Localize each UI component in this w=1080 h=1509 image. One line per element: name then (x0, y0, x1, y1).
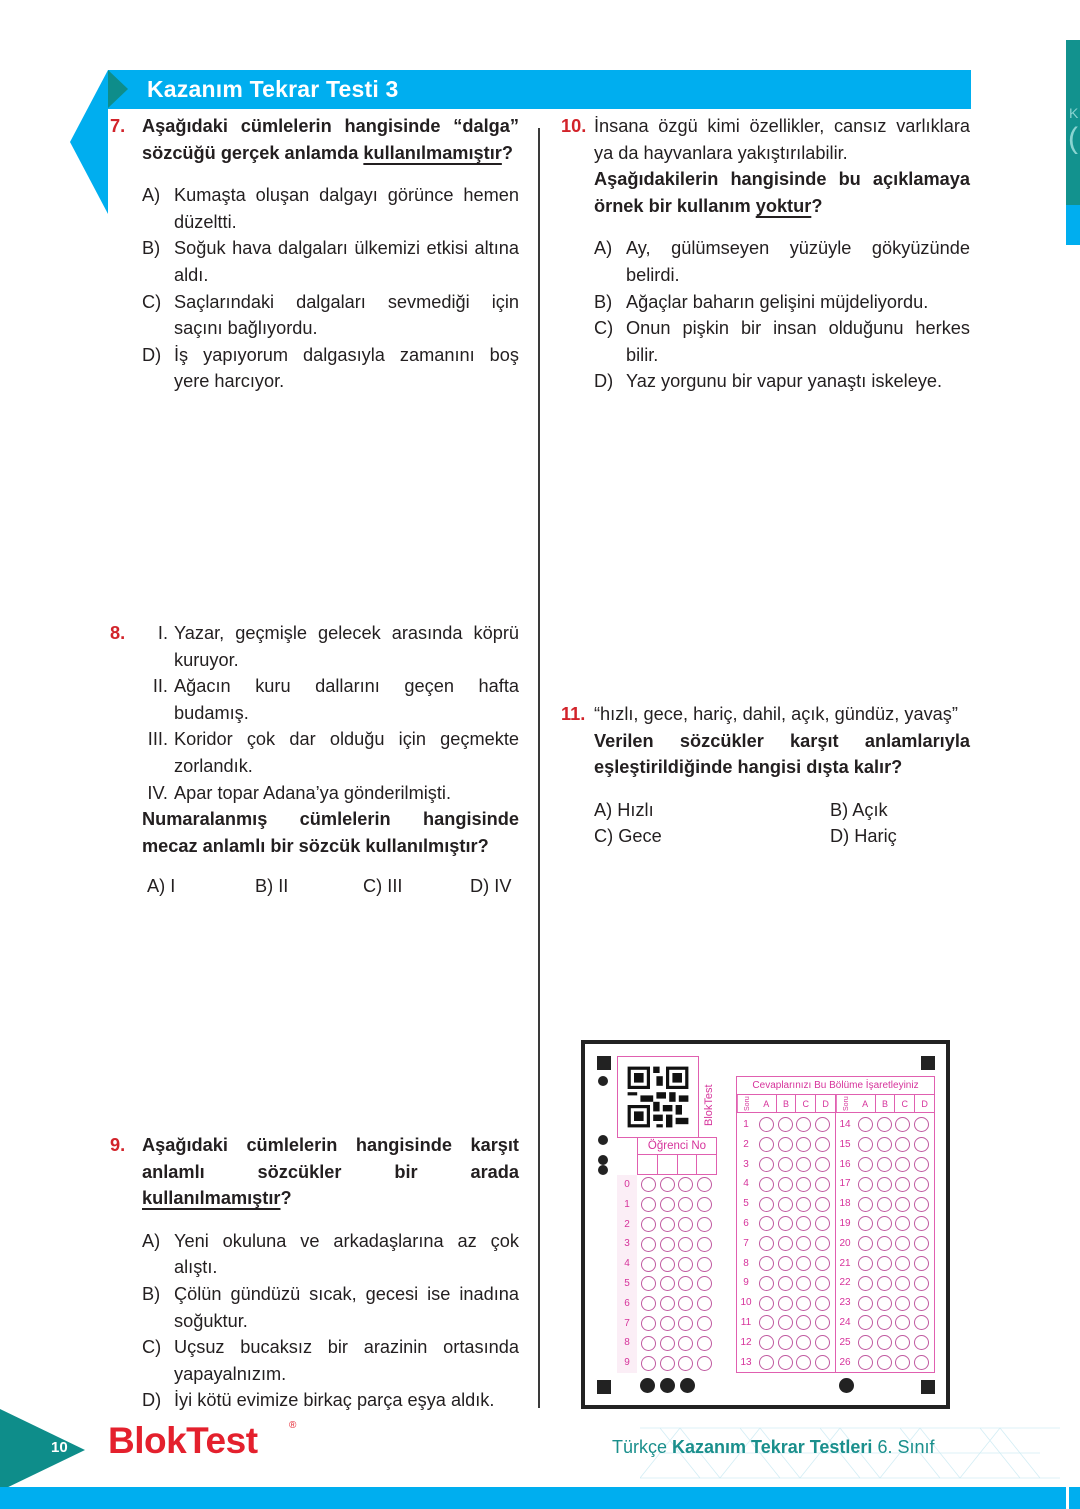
answer-row: 10 (737, 1293, 835, 1313)
bubble[interactable] (914, 1296, 929, 1311)
question-9-option-b[interactable]: B) Çölün gündüzü sıcak, gecesi ise inadına soğuktur. (142, 1283, 519, 1331)
timing-mark-dot (680, 1378, 695, 1393)
question-10-number: 10. (561, 116, 587, 136)
bubble[interactable] (815, 1276, 830, 1291)
question-11-stem: Verilen sözcükler karşıt anlamlarıyla eşleştirildiğinde hangisi dışta kalır? (594, 730, 970, 778)
bubble[interactable] (759, 1177, 774, 1192)
question-9-stem: Aşağıdaki cümlelerin hangisinde karşıt anlamlı sözcükler bir arada kullanılmamıştır? (142, 1135, 519, 1209)
timing-mark-square (597, 1056, 611, 1070)
bubble[interactable] (895, 1296, 910, 1311)
bubble[interactable] (914, 1197, 929, 1212)
question-9-option-c[interactable]: C) Uçsuz bucaksız bir arazinin ortasında yapayalnızım. (142, 1337, 519, 1384)
bubble[interactable] (815, 1355, 830, 1370)
bubble[interactable] (895, 1335, 910, 1350)
answer-row: 6 (737, 1214, 835, 1234)
bubble[interactable] (796, 1335, 811, 1350)
bubble[interactable] (660, 1356, 675, 1371)
bubble[interactable] (815, 1296, 830, 1311)
timing-mark-dot (640, 1378, 655, 1393)
question-11 (594, 701, 970, 850)
bubble[interactable] (660, 1296, 675, 1311)
statement-i: I. Yazar, geçmişle gelecek arasında köprü kuruyor. (157, 623, 519, 670)
bubble[interactable] (759, 1137, 774, 1152)
footer-bar-divider (1066, 1487, 1069, 1509)
answer-row: 12 (737, 1333, 835, 1353)
timing-mark-dot (598, 1155, 608, 1165)
question-10-option-c[interactable]: C) Onun pişkin bir insan olduğunu herkes bilir. (594, 318, 970, 365)
bubble[interactable] (895, 1197, 910, 1212)
bubble[interactable] (796, 1256, 811, 1271)
bubble[interactable] (815, 1137, 830, 1152)
question-10-intro: İnsana özgü kimi özellikler, cansız varlıklara ya da hayvanlara yakıştırılabilir. (594, 116, 970, 163)
bubble[interactable] (697, 1257, 712, 1272)
bubble[interactable] (914, 1137, 929, 1152)
bubble[interactable] (796, 1276, 811, 1291)
answer-row: 26 (836, 1353, 934, 1373)
question-11-option-a[interactable]: A) Hızlı (594, 799, 654, 820)
bubble[interactable] (815, 1315, 830, 1330)
question-7-option-d[interactable]: D) İş yapıyorum dalgasıyla zamanını boş yere harcıyor. (142, 344, 519, 392)
answer-row: 17 (836, 1174, 934, 1194)
bubble[interactable] (815, 1236, 830, 1251)
bubble[interactable] (778, 1256, 793, 1271)
timing-mark-square (597, 1380, 611, 1394)
bubble[interactable] (759, 1117, 774, 1132)
bubble[interactable] (914, 1117, 929, 1132)
bubble[interactable] (914, 1236, 929, 1251)
timing-mark-square (921, 1056, 935, 1070)
bubble[interactable] (678, 1257, 693, 1272)
bubble[interactable] (759, 1335, 774, 1350)
bubble[interactable] (778, 1117, 793, 1132)
bubble[interactable] (858, 1197, 873, 1212)
question-11-option-c[interactable]: C) Gece (594, 826, 662, 847)
bubble[interactable] (796, 1197, 811, 1212)
answer-row: 21 (836, 1254, 934, 1274)
bubble[interactable] (660, 1217, 675, 1232)
bubble[interactable] (796, 1315, 811, 1330)
question-8-option-c[interactable]: C) III (363, 876, 403, 897)
bubble[interactable] (914, 1256, 929, 1271)
bubble[interactable] (641, 1197, 656, 1212)
bubble[interactable] (678, 1316, 693, 1331)
bubble[interactable] (697, 1336, 712, 1351)
page-number: 10 (51, 1439, 68, 1456)
answer-row: 16 (836, 1155, 934, 1175)
footer-bar (0, 1487, 1080, 1509)
bubble[interactable] (641, 1237, 656, 1252)
optical-answer-form (581, 1040, 950, 1409)
statement-ii: II. Ağacın kuru dallarını geçen hafta budamış. (152, 676, 519, 723)
bubble[interactable] (660, 1276, 675, 1291)
answer-row: 8 (737, 1254, 835, 1274)
bubble[interactable] (641, 1316, 656, 1331)
bubble[interactable] (895, 1137, 910, 1152)
bubble[interactable] (759, 1157, 774, 1172)
bubble[interactable] (914, 1315, 929, 1330)
bubble[interactable] (895, 1276, 910, 1291)
bubble[interactable] (895, 1256, 910, 1271)
edge-tab-accent (1066, 205, 1080, 245)
bubble[interactable] (678, 1296, 693, 1311)
bubble[interactable] (877, 1117, 892, 1132)
bubble[interactable] (895, 1157, 910, 1172)
question-10 (594, 113, 970, 395)
bubble[interactable] (697, 1177, 712, 1192)
bubble[interactable] (778, 1315, 793, 1330)
bubble[interactable] (815, 1335, 830, 1350)
timing-mark-dot (839, 1378, 854, 1393)
bubble[interactable] (697, 1296, 712, 1311)
bubble[interactable] (778, 1276, 793, 1291)
bubble[interactable] (796, 1236, 811, 1251)
bubble[interactable] (815, 1117, 830, 1132)
bubble[interactable] (858, 1157, 873, 1172)
bubble[interactable] (778, 1335, 793, 1350)
bubble[interactable] (796, 1216, 811, 1231)
question-8-option-d[interactable]: D) IV (470, 876, 512, 897)
bubble[interactable] (678, 1336, 693, 1351)
bubble[interactable] (660, 1177, 675, 1192)
student-no-write-cells[interactable] (637, 1155, 717, 1175)
answer-row: 1 (737, 1115, 835, 1135)
answer-row: 18 (836, 1194, 934, 1214)
bubble[interactable] (858, 1236, 873, 1251)
bubble[interactable] (877, 1236, 892, 1251)
question-7-option-a[interactable]: A) Kumaşta oluşan dalgayı görünce hemen düzeltti. (142, 185, 519, 232)
bubble[interactable] (796, 1177, 811, 1192)
bubble[interactable] (895, 1177, 910, 1192)
header-triangle-icon (108, 70, 128, 108)
question-9-option-d[interactable]: D) İyi kötü evimize birkaç parça eşya aldık. (142, 1390, 495, 1411)
bubble[interactable] (641, 1177, 656, 1192)
bubble[interactable] (641, 1336, 656, 1351)
answer-column-right (836, 1113, 934, 1372)
bubble[interactable] (697, 1197, 712, 1212)
answer-row: 25 (836, 1333, 934, 1353)
column-divider (538, 128, 540, 1408)
bubble[interactable] (815, 1197, 830, 1212)
bubble[interactable] (678, 1217, 693, 1232)
bubble[interactable] (914, 1276, 929, 1291)
timing-mark-dot (598, 1135, 608, 1145)
bubble[interactable] (895, 1117, 910, 1132)
student-no-bubble-grid: 0 1 2 3 4 5 6 7 8 9 (617, 1175, 717, 1373)
bubble[interactable] (877, 1177, 892, 1192)
bubble[interactable] (815, 1177, 830, 1192)
bubble[interactable] (914, 1335, 929, 1350)
bubble[interactable] (877, 1157, 892, 1172)
bubble[interactable] (877, 1296, 892, 1311)
bubble[interactable] (895, 1216, 910, 1231)
bubble[interactable] (778, 1137, 793, 1152)
answer-row: 9 (737, 1273, 835, 1293)
answer-row: 7 (737, 1234, 835, 1254)
bubble[interactable] (641, 1296, 656, 1311)
answer-row: 24 (836, 1313, 934, 1333)
question-11-option-d[interactable]: D) Hariç (830, 826, 897, 847)
bubble[interactable] (678, 1276, 693, 1291)
answer-grid-header: Soru A B C D Soru A B C D (737, 1095, 934, 1113)
answer-row: 20 (836, 1234, 934, 1254)
page-title: Kazanım Tekrar Testi 3 (147, 76, 399, 102)
bubble[interactable] (877, 1335, 892, 1350)
bubble[interactable] (660, 1336, 675, 1351)
bubble[interactable] (877, 1355, 892, 1370)
bubble[interactable] (796, 1137, 811, 1152)
bubble[interactable] (858, 1355, 873, 1370)
bubble[interactable] (914, 1177, 929, 1192)
answer-row: 15 (836, 1135, 934, 1155)
bubble[interactable] (778, 1355, 793, 1370)
bubble[interactable] (914, 1355, 929, 1370)
statement-iv: IV. Apar topar Adana’ya gönderilmişti. (147, 782, 452, 803)
question-8-option-a[interactable]: A) I (147, 876, 176, 897)
question-7-option-b[interactable]: B) Soğuk hava dalgaları ülkemizi etkisi altına aldı. (142, 238, 519, 285)
timing-mark-dot (598, 1076, 608, 1086)
bubble[interactable] (660, 1237, 675, 1252)
bubble[interactable] (815, 1157, 830, 1172)
answer-row: 19 (836, 1214, 934, 1234)
question-11-number: 11. (561, 704, 586, 724)
bubble[interactable] (697, 1316, 712, 1331)
bubble[interactable] (759, 1197, 774, 1212)
answer-column-left (737, 1113, 836, 1372)
statement-iii: III. Koridor çok dar olduğu için geçmekte zorlandık. (147, 729, 519, 776)
question-11-option-b[interactable]: B) Açık (830, 799, 888, 820)
footer-book-title: Türkçe Kazanım Tekrar Testleri 6. Sınıf (612, 1437, 935, 1457)
bubble[interactable] (697, 1237, 712, 1252)
answer-bubble-grid (736, 1076, 935, 1373)
bubble[interactable] (759, 1216, 774, 1231)
bubble[interactable] (895, 1315, 910, 1330)
bubble[interactable] (641, 1217, 656, 1232)
bubble[interactable] (678, 1197, 693, 1212)
answer-row: 5 (737, 1194, 835, 1214)
answer-row: 11 (737, 1313, 835, 1333)
bubble[interactable] (858, 1296, 873, 1311)
question-7 (142, 113, 519, 395)
bubble[interactable] (697, 1276, 712, 1291)
bubble[interactable] (858, 1335, 873, 1350)
bubble[interactable] (641, 1276, 656, 1291)
question-9 (142, 1132, 519, 1414)
header-arrow-decoration (70, 70, 108, 214)
question-10-option-b[interactable]: B) Ağaçlar baharın gelişini müjdeliyordu. (594, 291, 929, 312)
registered-mark: ® (289, 1420, 297, 1431)
bubble[interactable] (895, 1355, 910, 1370)
answer-row: 22 (836, 1273, 934, 1293)
bubble[interactable] (877, 1216, 892, 1231)
bubble[interactable] (914, 1157, 929, 1172)
bubble[interactable] (815, 1256, 830, 1271)
question-8 (142, 620, 519, 900)
bubble[interactable] (877, 1276, 892, 1291)
bubble[interactable] (660, 1197, 675, 1212)
question-7-stem: Aşağıdaki cümlelerin hangisinde “dalga” sözcüğü gerçek anlamda kullanılmamıştır? (142, 116, 519, 163)
bubble[interactable] (759, 1355, 774, 1370)
bubble[interactable] (697, 1356, 712, 1371)
bubble[interactable] (660, 1316, 675, 1331)
bubble[interactable] (697, 1217, 712, 1232)
bubble[interactable] (678, 1177, 693, 1192)
answer-row: 13 (737, 1353, 835, 1373)
question-9-option-a[interactable]: A) Yeni okuluna ve arkadaşlarına az çok alıştı. (142, 1230, 519, 1278)
edge-tab-glyph: ( (1068, 122, 1078, 155)
bubble[interactable] (877, 1315, 892, 1330)
question-10-stem: Aşağıdakilerin hangisinde bu açıklamaya örnek bir kullanım yoktur? (594, 169, 970, 216)
answer-row: 3 (737, 1155, 835, 1175)
form-brand-label: BlokTest (703, 1084, 715, 1126)
question-8-number: 8. (110, 623, 126, 643)
answer-row: 2 (737, 1135, 835, 1155)
bubble[interactable] (796, 1117, 811, 1132)
bubble[interactable] (660, 1257, 675, 1272)
bubble[interactable] (778, 1296, 793, 1311)
question-8-option-b[interactable]: B) II (255, 876, 289, 897)
bubble[interactable] (778, 1236, 793, 1251)
bubble[interactable] (759, 1296, 774, 1311)
bubble[interactable] (778, 1197, 793, 1212)
bubble[interactable] (895, 1236, 910, 1251)
bubble[interactable] (796, 1296, 811, 1311)
bubble[interactable] (877, 1256, 892, 1271)
bubble[interactable] (759, 1236, 774, 1251)
bubble[interactable] (678, 1237, 693, 1252)
bubble[interactable] (877, 1197, 892, 1212)
question-11-intro: “hızlı, gece, hariç, dahil, açık, gündüz, yavaş” (594, 704, 958, 724)
bubble[interactable] (778, 1216, 793, 1231)
bubble[interactable] (858, 1216, 873, 1231)
bubble[interactable] (858, 1177, 873, 1192)
student-no-label: Öğrenci No (637, 1137, 717, 1155)
question-10-option-d[interactable]: D) Yaz yorgunu bir vapur yanaştı iskeleye. (594, 371, 943, 392)
bubble[interactable] (641, 1356, 656, 1371)
question-7-option-c[interactable]: C) Saçlarındaki dalgaları sevmediği için saçını bağlıyordu. (142, 291, 519, 339)
question-8-stem: Numaralanmış cümlelerin hangisinde mecaz anlamlı bir sözcük kullanılmıştır? (142, 809, 519, 856)
bubble[interactable] (914, 1216, 929, 1231)
answer-row: 23 (836, 1293, 934, 1313)
bubble[interactable] (858, 1137, 873, 1152)
timing-mark-square (921, 1380, 935, 1394)
bubble[interactable] (778, 1177, 793, 1192)
bubble[interactable] (641, 1257, 656, 1272)
timing-mark-dot (660, 1378, 675, 1393)
timing-mark-dot (598, 1165, 608, 1175)
bubble[interactable] (778, 1157, 793, 1172)
bubble[interactable] (796, 1355, 811, 1370)
bubble[interactable] (858, 1256, 873, 1271)
answer-row: 14 (836, 1115, 934, 1135)
qr-code-icon (617, 1056, 699, 1138)
answer-row: 4 (737, 1174, 835, 1194)
bubble[interactable] (759, 1256, 774, 1271)
question-7-number: 7. (110, 116, 126, 136)
bubble[interactable] (858, 1315, 873, 1330)
question-10-option-a[interactable]: A) Ay, gülümseyen yüzüyle gökyüzünde belirdi. (594, 238, 970, 285)
bubble[interactable] (877, 1137, 892, 1152)
bubble[interactable] (759, 1315, 774, 1330)
brand-logo: BlokTest (108, 1420, 258, 1461)
bubble[interactable] (759, 1276, 774, 1291)
question-9-number: 9. (110, 1135, 126, 1155)
bubble[interactable] (858, 1117, 873, 1132)
bubble[interactable] (858, 1276, 873, 1291)
bubble[interactable] (678, 1356, 693, 1371)
edge-tab-letter: K (1069, 105, 1079, 121)
answers-title: Cevaplarınızı Bu Bölüme İşaretleyiniz (737, 1077, 934, 1095)
bubble[interactable] (815, 1216, 830, 1231)
bubble[interactable] (796, 1157, 811, 1172)
